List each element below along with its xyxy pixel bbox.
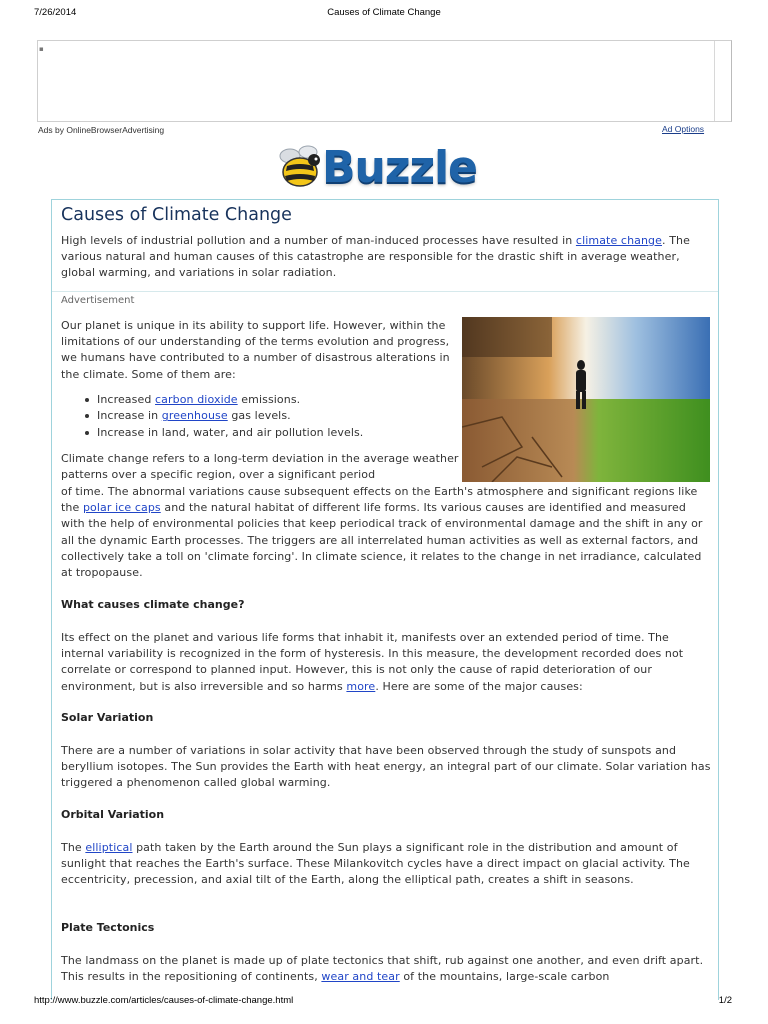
ad-placeholder-mark: ▪ <box>39 45 44 53</box>
buzzle-logo[interactable] <box>278 140 500 196</box>
paragraph-orbital: The elliptical path taken by the Earth around the Sun plays a significant role in the distribution and amount of sunlight that reaches the Earth's surface. These Milankovitch cycles have a direct impact on glacial activity. The eccentricity, precession, and axial tilt of the Earth, along the elliptical path, creates a shift in seasons. <box>61 841 690 887</box>
link-polar-ice-caps[interactable]: polar ice caps <box>82 501 161 515</box>
paragraph-definition: of time. The abnormal variations cause subsequent effects on the Earth's atmosphere and significant regions like the polar ice caps and the natural habitat of different life forms. Its various causes are identified and measured with the help of environmental policies that keep periodical track of environmental damage and the shift in any or all the dynamic Earth processes. The triggers are all interrelated human activities as well as external factors, and collectively take a toll on 'climate forcing'. In climate science, it relates to the change in net irradiance, calculated at tropopause. <box>61 485 703 580</box>
advertisement-row <box>52 291 718 314</box>
list-item: Increase in greenhouse gas levels. <box>97 408 363 424</box>
paragraph-definition-wrap: Climate change refers to a long-term deviation in the average weather patterns over a specific region, over a significant period <box>61 452 459 482</box>
ad-options-link[interactable]: Ad Options <box>662 124 705 134</box>
climate-photo <box>462 317 710 482</box>
print-date: 7/26/2014 <box>34 7 77 18</box>
link-elliptical[interactable]: elliptical <box>85 841 133 854</box>
intro-text-1: High levels of industrial pollution and a number of man-induced processes have resulted in <box>61 234 573 247</box>
print-page-number: 1/2 <box>718 995 732 1006</box>
paragraph-solar: There are a number of variations in solar activity that have been observed through the study of sunspots and beryllium isotopes. The Sun provides the Earth with heat energy, an integral part of our climate. Solar variation has triggered a phenomenon called global warming. <box>61 744 711 790</box>
link-wear-and-tear[interactable]: wear and tear <box>321 970 400 984</box>
paragraph-effects: Its effect on the planet and various life forms that inhabit it, manifests over an extended period of time. The internal variability is recognized in the form of hysteresis. In this measure, the development recorded does not correlate or correspond to planned input. However, this is not only the cause of rapid deterioration of our environment, but is also irreversible and so harms more. Here are some of the major causes: <box>61 631 684 693</box>
heading-orbital-variation: Orbital Variation <box>61 808 165 821</box>
ad-banner-frame[interactable] <box>37 40 732 122</box>
ads-by-label: Ads by OnlineBrowserAdvertising <box>38 125 165 135</box>
link-greenhouse[interactable]: greenhouse <box>161 409 228 423</box>
list-item: Increase in land, water, and air pollution levels. <box>97 425 363 441</box>
heading-plate-tectonics: Plate Tectonics <box>61 921 155 934</box>
print-title: Causes of Climate Change <box>327 7 441 18</box>
bee-icon <box>278 140 322 196</box>
link-carbon-dioxide[interactable]: carbon dioxide <box>155 393 238 406</box>
heading-what-causes: What causes climate change? <box>61 598 245 611</box>
print-footer <box>0 995 768 1009</box>
list-item: Increased carbon dioxide emissions. <box>97 392 363 408</box>
article-card <box>51 199 719 1000</box>
link-more[interactable]: more <box>346 679 376 693</box>
print-url: http://www.buzzle.com/articles/causes-of-climate-change.html <box>34 995 294 1006</box>
logo-wordmark: Buzzle <box>322 142 478 193</box>
link-climate-change[interactable]: climate change <box>575 234 662 247</box>
paragraph-plate: The landmass on the planet is made up of plate tectonics that shift, rub against one another, and even drift apart. This results in the repositioning of continents, wear and tear of the mountains, large-scale carbon <box>61 954 704 984</box>
article-title: Causes of Climate Change <box>61 205 292 225</box>
advertisement-label: Advertisement <box>61 295 135 306</box>
causes-list <box>61 392 363 441</box>
ad-banner-content[interactable] <box>38 41 715 121</box>
intro-text-2: . The various natural and human causes of this catastrophe are responsible for the drastic shift in average weather, global warming, and variations in solar radiation. <box>61 234 690 280</box>
print-header <box>0 7 768 21</box>
article-intro <box>61 233 709 282</box>
heading-solar-variation: Solar Variation <box>61 711 154 724</box>
paragraph-planet: Our planet is unique in its ability to support life. However, within the limitations of our understanding of the terms evolution and progress, we humans have contributed to a number of disastrous alterations in the climate. Some of them are: <box>61 319 450 381</box>
